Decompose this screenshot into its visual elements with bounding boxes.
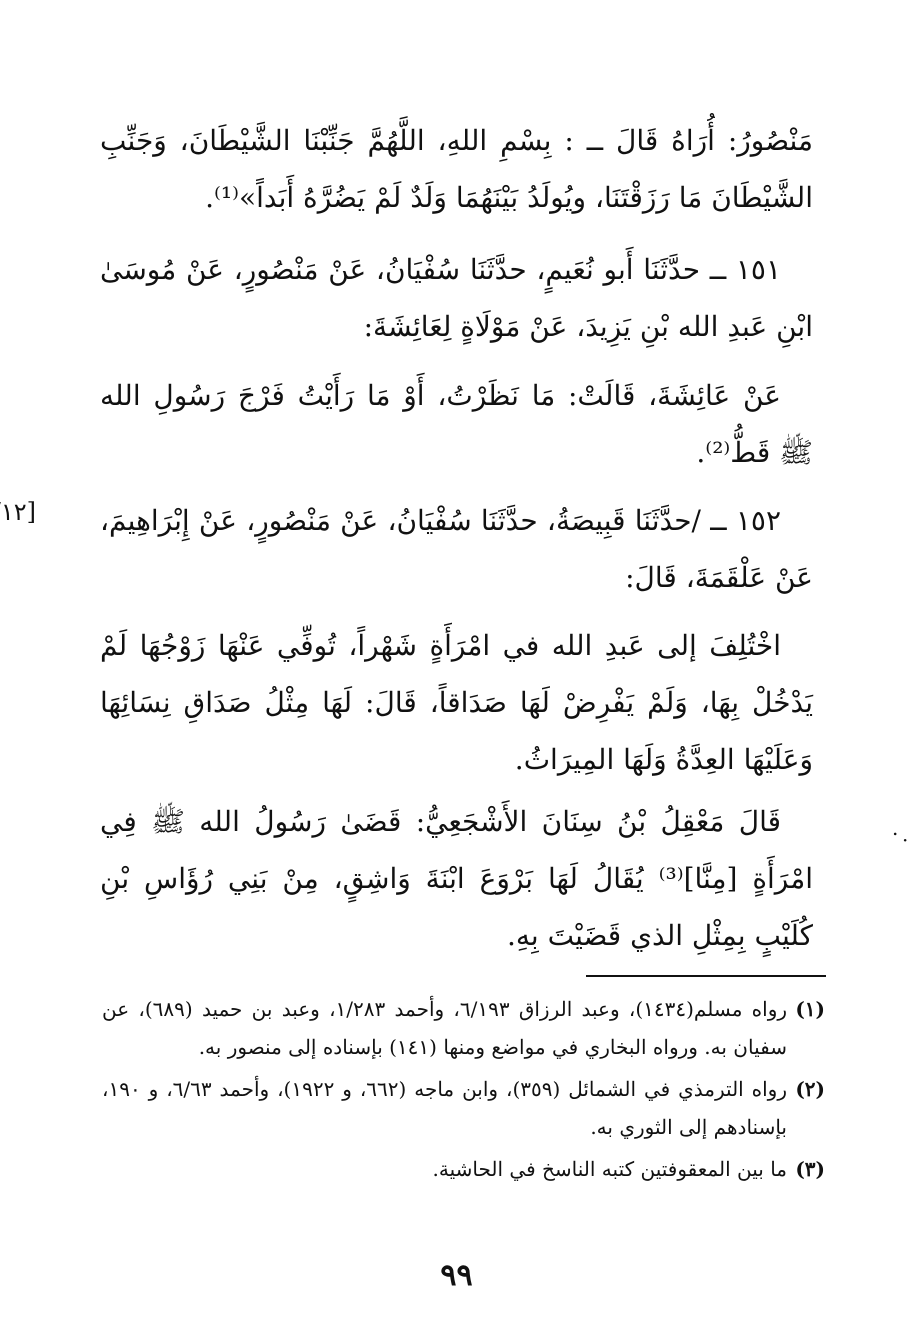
footnote-text: ما بين المعقوفتين كتبه الناسخ في الحاشية. xyxy=(432,1157,787,1181)
paragraph-opening: مَنْصُورُ: أُرَاهُ قَالَ ــ : بِسْمِ اللهِ، اللَّهُمَّ جَنِّبْنَا الشَّيْطَانَ، وَجَنِّبِ الشَّيْطَانَ مَا رَزَقْتَنَا، ويُولَدُ بَيْنَهُمَا وَلَدٌ لَمْ يَضُرَّهُ أَبَداً»⁽¹⁾. xyxy=(100,124,813,214)
margin-dot-mark: · xyxy=(902,828,909,852)
margin-dot-mark: . xyxy=(892,816,899,840)
footnote-marker: (٣) xyxy=(795,1157,825,1181)
footnotes xyxy=(102,990,825,1192)
footnote-text: رواه الترمذي في الشمائل (٣٥٩)، وابن ماجه (٦٦٢، و ١٩٢٢)، وأحمد ٦/٦٣، و ١٩٠، بإسنادهم إلى الثوري به. xyxy=(102,1077,787,1139)
hadith-152-matn: اخْتُلِفَ إلى عَبدِ الله في امْرَأَةٍ شَهْراً، تُوفِّي عَنْهَا زَوْجُهَا لَمْ يَدْخُلْ بِهَا، وَلَمْ يَفْرِضْ لَهَا صَدَاقاً، قَالَ: لَهَا مِثْلُ صَدَاقِ نِسَائِهَا وَعَلَيْهَا العِدَّةُ وَلَهَا المِيرَاثُ. xyxy=(100,629,813,776)
hadith-151-matn: عَنْ عَائِشَةَ، قَالَتْ: مَا نَظَرْتُ، أَوْ مَا رَأَيْتُ فَرْجَ رَسُولِ الله ﷺ قَطُّ⁽²⁾. xyxy=(100,379,813,469)
margin-folio-note: [١٢ xyxy=(0,498,36,526)
hadith-152-narration: قَالَ مَعْقِلُ بْنُ سِنَانَ الأَشْجَعِيُّ: قَضَىٰ رَسُولُ الله ﷺ فِي امْرَأَةٍ [مِنَّا]⁽³⁾ يُقَالُ لَهَا بَرْوَعَ ابْنَةَ وَاشِقٍ، مِنْ بَنِي رُؤَاسِ بْنِ كُلَيْبٍ بِمِثْلِ الذي قَضَيْتَ بِهِ. xyxy=(100,805,814,952)
footnote-divider xyxy=(586,975,826,977)
page-number: ٩٩ xyxy=(440,1258,473,1293)
footnote-2 xyxy=(102,1070,825,1146)
footnote-marker: (١) xyxy=(795,997,825,1021)
footnote-text: رواه مسلم(١٤٣٤)، وعبد الرزاق ٦/١٩٣، وأحمد ١/٢٨٣، وعبد بن حميد (٦٨٩)، عن سفيان به. ورواه البخاري في مواضع ومنها (١٤١) بإسناده إلى منصور به. xyxy=(102,997,788,1059)
footnote-3 xyxy=(102,1150,825,1188)
footnote-1 xyxy=(102,990,825,1066)
hadith-151-isnad: ١٥١ ــ حدَّثَنَا أَبو نُعَيمٍ، حدَّثَنَا سُفْيَانُ، عَنْ مَنْصُورٍ، عَنْ مُوسَىٰ ابْنِ عَبدِ الله بْنِ يَزِيدَ، عَنْ مَوْلَاةٍ لِعَائِشَةَ: xyxy=(100,253,813,343)
hadith-152-isnad: ١٥٢ ــ /حدَّثَنَا قَبِيصَةُ، حدَّثَنَا سُفْيَانُ، عَنْ مَنْصُورٍ، عَنْ إِبْرَاهِيمَ، عَنْ عَلْقَمَةَ، قَالَ: xyxy=(100,504,813,594)
footnote-marker: (٢) xyxy=(795,1077,825,1101)
